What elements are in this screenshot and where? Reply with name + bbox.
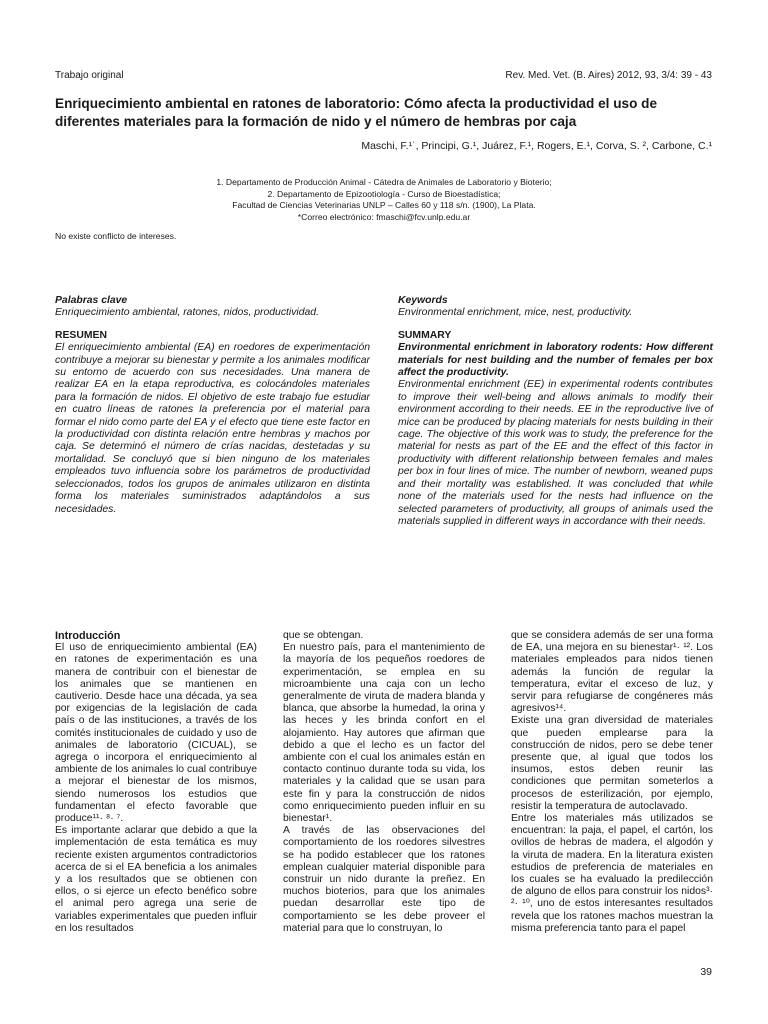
keywords-heading: Keywords (398, 295, 448, 306)
introduction-heading: Introducción (55, 630, 121, 642)
abstract-heading: RESUMEN (55, 329, 107, 341)
summary-heading: SUMMARY (398, 329, 452, 341)
article-type: Trabajo original (55, 70, 124, 81)
keywords-heading: Palabras clave (55, 295, 128, 306)
body-column-1 (55, 630, 257, 935)
body-column-3 (511, 630, 713, 935)
author-list: Maschi, F.¹˙, Principi, G.¹, Juárez, F.¹, Rogers, E.¹, Corva, S. ², Carbone, C.¹ (361, 140, 712, 152)
affiliation-line: 1. Departamento de Producción Animal - Cátedra de Animales de Laboratorio y Bioterio; (216, 177, 552, 187)
body-paragraph: En nuestro país, para el mantenimiento de la mayoría de los pequeños roedores de experimentación, se emplea en su microambiente una caja con un lecho generalmente de viruta de madera blanda y blanca, que absorbe la humedad, la orina y las heces y les brinda confort en el alojamiento. Hay autores que afirman que debido a que el lecho es un factor del ambiente con el cual los animales están en contacto continuo durante toda su vida, los materiales y la calidad que se usan para este fin y para la construcción de nidos como enriquecimiento pueden influir en su bienestar¹. (283, 642, 485, 825)
keywords-text: Enriquecimiento ambiental, ratones, nidos, productividad. (55, 307, 319, 319)
affiliation-line: Facultad de Ciencias Veterinarias UNLP – Calles 60 y 118 s/n. (1900), La Plata. (232, 200, 536, 210)
journal-citation: Rev. Med. Vet. (B. Aires) 2012, 93, 3/4: 39 - 43 (505, 70, 712, 81)
summary-subtitle: Environmental enrichment in laboratory rodents: How different materials for nest building and the number of females per box affect the productivity. (398, 342, 713, 379)
contact-email: *Correo electrónico: fmaschi@fcv.unlp.edu.ar (297, 211, 471, 222)
body-paragraph: que se obtengan. (283, 630, 364, 641)
body-column-2 (283, 630, 485, 935)
body-paragraph: El uso de enriquecimiento ambiental (EA) en ratones de experimentación es una manera de contribuir con el bienestar de los animales que se mantienen en cautiverio. Desde hace una década, ya sea por exigencias de la legislación de cada país o de las instituciones, a través de los comités institucionales de cuidado y uso de animales de laboratorio (CICUAL), se agrega o incorpora el enriquecimiento al ambiente de los animales lo cual contribuye a mejorar el bienestar de los mismos, siendo numerosos los estudios que fundamentan el efecto favorable que produce¹¹· ⁸· ⁷. (55, 642, 257, 825)
page-number: 39 (700, 966, 712, 978)
body-paragraph: A través de las observaciones del comportamiento de los roedores silvestres se ha podido establecer que los ratones emplean cualquier material disponible para construir un nido durante la preñez. En muchos bioterios, para que los animales puedan desarrollar este tipo de comportamiento se les debe proveer el material para que lo construyan, lo (283, 825, 485, 934)
keywords-text: Environmental enrichment, mice, nest, productivity. (398, 307, 633, 319)
body-paragraph: que se considera además de ser una forma de EA, una mejora en su bienestar¹· ¹². Los materiales empleados para nidos tienen además la función de regular la temperatura, evitar el exceso de luz, y servir para refugiarse de congéneres más agresivos¹⁴. (511, 630, 713, 715)
affiliation-line: 2. Departamento de Epizootiología - Curso de Bioestadística; (267, 188, 501, 199)
article-title: Enriquecimiento ambiental en ratones de laboratorio: Cómo afecta la productividad el uso de diferentes materiales para la formación de nido y el número de hembras por caja (55, 96, 658, 129)
conflict-statement: No existe conflicto de intereses. (55, 231, 177, 241)
english-abstract (398, 295, 713, 528)
abstract-text: El enriquecimiento ambiental (EA) en roedores de experimentación contribuye a mejorar su bienestar y permite a los animales modificar su entorno de acuerdo con sus necesidades. Una manera de realizar EA en la etapa reproductiva, es colocándoles materiales para la formación de nidos. El objetivo de este trabajo fue estudiar en cuatro líneas de ratones la preferencia por el material para formar el nido como parte del EA y el efecto que tiene este factor en la productividad con distinta relación entre hembras y machos por caja. Se determinó el número de crías nacidas, destetadas y su mortalidad. Se concluyó que si bien ninguno de los materiales empleados tuvo influencia sobre los parámetros de productividad seleccionados, todos los grupos de animales utilizaron en distinta forma los materiales suministrados adaptándolos a sus necesidades. (55, 342, 370, 515)
summary-text: Environmental enrichment (EE) in experimental rodents contributes to improve their well-being and allows animals to modify their environment according to their needs. EE in the reproductive live of mice can be produced by placing materials for nests building in their cage. The objective of this work was to study, the preference for the material for nests as part of the EE and the effect of this factor in productivity with different relationship between females and males per box in four lines of mice. The number of newborn, weaned pups and their mortality was established. It was concluded that while none of the materials used for the nests had influence on the selected parameters of productivity, all groups of animals used the materials supplied in different ways in accordance with their needs. (398, 379, 713, 527)
body-paragraph: Existe una gran diversidad de materiales que pueden emplearse para la construcción de nidos, pero se debe tener presente que, al igual que todos los insumos, estos deben reunir las condiciones que permitan someterlos a procesos de esterilización, por ejemplo, resistir la temperatura de autoclavado. (511, 715, 713, 812)
spanish-abstract (55, 295, 370, 516)
body-paragraph: Entre los materiales más utilizados se encuentran: la paja, el papel, el cartón, los ovillos de hebras de madera, el algodón y la viruta de madera. En la literatura existen estudios de preferencia de materiales en los cuales se ha evaluado la predilección de alguno de ellos para construir los nidos³· ²· ¹⁰, uno de estos interesantes resultados revela que los ratones machos muestran la misma preferencia tanto para el papel (511, 813, 713, 934)
affiliations (0, 177, 768, 223)
body-paragraph: Es importante aclarar que debido a que la implementación de esta temática es muy reciente existen argumentos contradictorios acerca de si el EA beneficia a los animales y a los resultados que se obtienen con ellos, o si ejerce un efecto benéfico sobre el animal pero agrega una serie de variables experimentales que pueden influir en los resultados (55, 825, 257, 934)
